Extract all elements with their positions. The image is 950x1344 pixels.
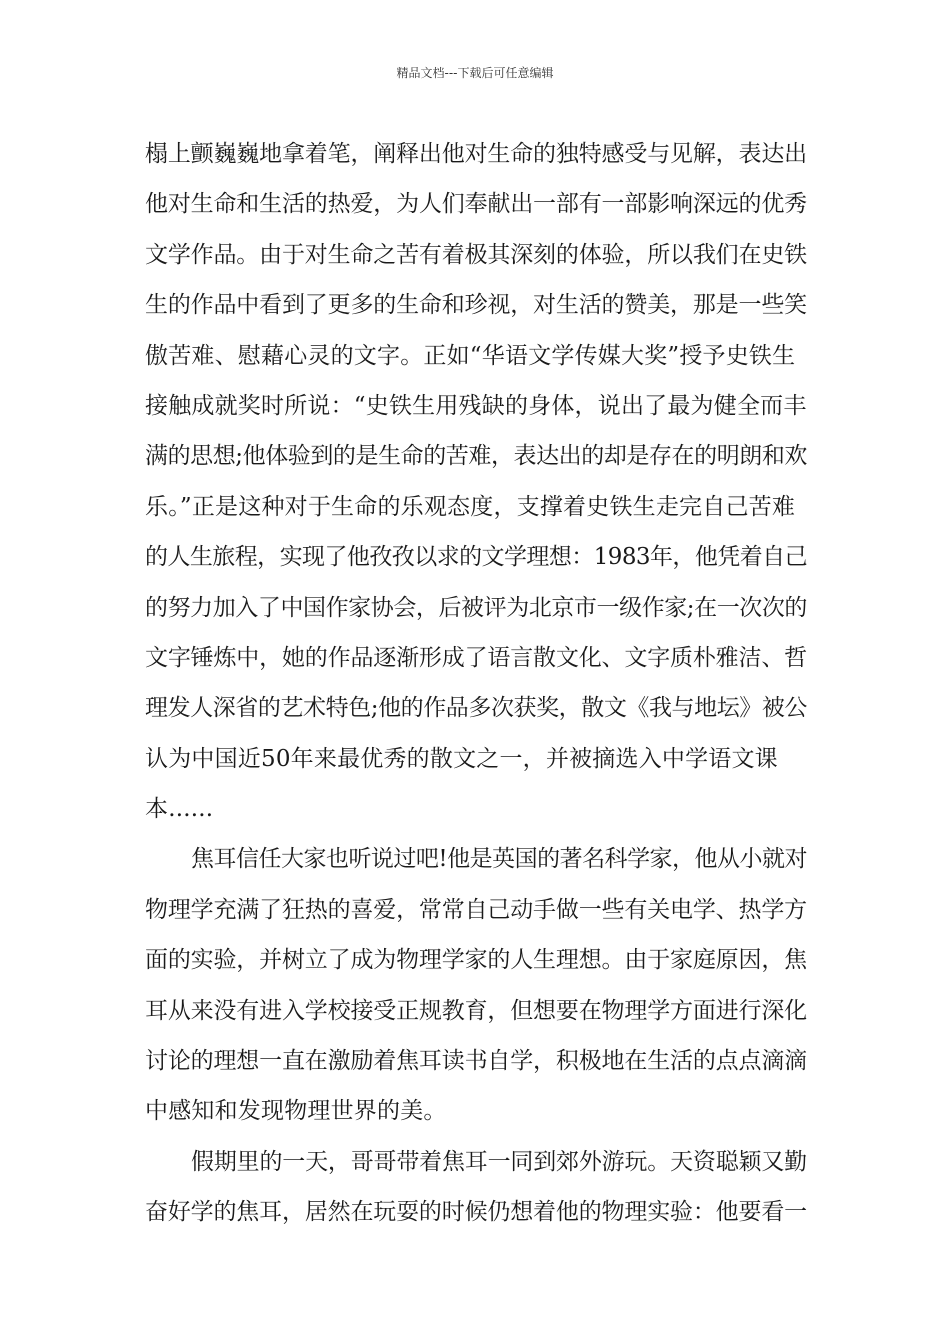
- text-line: 他对生命和生活的热爱，为人们奉献出一部有一部影响深远的优秀: [145, 191, 807, 218]
- text-line: 中感知和发现物理世界的美。: [145, 1098, 447, 1125]
- text-line: 假期里的一天，哥哥带着焦耳一同到郊外游玩。天资聪颖又勤: [191, 1148, 807, 1175]
- text-line: 的努力加入了中国作家协会，后被评为北京市一级作家;在一次次的: [145, 594, 807, 621]
- text-line: 生的作品中看到了更多的生命和珍视，对生活的赞美，那是一些笑: [145, 292, 807, 319]
- text-line: 物理学充满了狂热的喜爱，常常自己动手做一些有关电学、热学方: [145, 896, 807, 923]
- text-line: 理发人深省的艺术特色;他的作品多次获奖，散文《我与地坛》被公: [145, 695, 807, 722]
- text-line: 满的思想;他体验到的是生命的苦难，表达出的却是存在的明朗和欢: [145, 443, 807, 470]
- text-line: 乐。”正是这种对于生命的乐观态度，支撑着史铁生走完自己苦难: [145, 493, 796, 520]
- paragraph-2: [145, 834, 807, 1136]
- text-line: 焦耳信任大家也听说过吧!他是英国的著名科学家，他从小就对: [191, 846, 807, 873]
- body-text: [145, 129, 807, 1238]
- text-line: 耳从来没有进入学校接受正规教育，但想要在物理学方面进行深化: [145, 997, 807, 1024]
- text-line: 奋好学的焦耳，居然在玩耍的时候仍想着他的物理实验：他要看一: [145, 1199, 807, 1226]
- paragraph-1: [145, 129, 807, 834]
- text-line: 傲苦难、慰藉心灵的文字。正如“华语文学传媒大奖”授予史铁生: [145, 342, 796, 369]
- text-line: 的人生旅程，实现了他孜孜以求的文学理想：1983年，他凭着自己: [145, 544, 807, 571]
- page-header: 精品文档---下载后可任意编辑: [396, 66, 554, 80]
- text-line: 文字锤炼中，她的作品逐渐形成了语言散文化、文字质朴雅洁、哲: [145, 644, 807, 671]
- text-line: 本......: [145, 796, 214, 823]
- text-line: 榻上颤巍巍地拿着笔，阐释出他对生命的独特感受与见解，表达出: [145, 141, 807, 167]
- text-line: 接触成就奖时所说：“史铁生用残缺的身体，说出了最为健全而丰: [145, 392, 807, 419]
- text-line: 文学作品。由于对生命之苦有着极其深刻的体验，所以我们在史铁: [145, 241, 807, 268]
- text-line: 讨论的理想一直在激励着焦耳读书自学，积极地在生活的点点滴滴: [145, 1048, 807, 1075]
- paragraph-3: [145, 1137, 807, 1238]
- text-line: 认为中国近50年来最优秀的散文之一，并被摘选入中学语文课: [145, 745, 778, 772]
- text-line: 面的实验，并树立了成为物理学家的人生理想。由于家庭原因，焦: [145, 947, 807, 974]
